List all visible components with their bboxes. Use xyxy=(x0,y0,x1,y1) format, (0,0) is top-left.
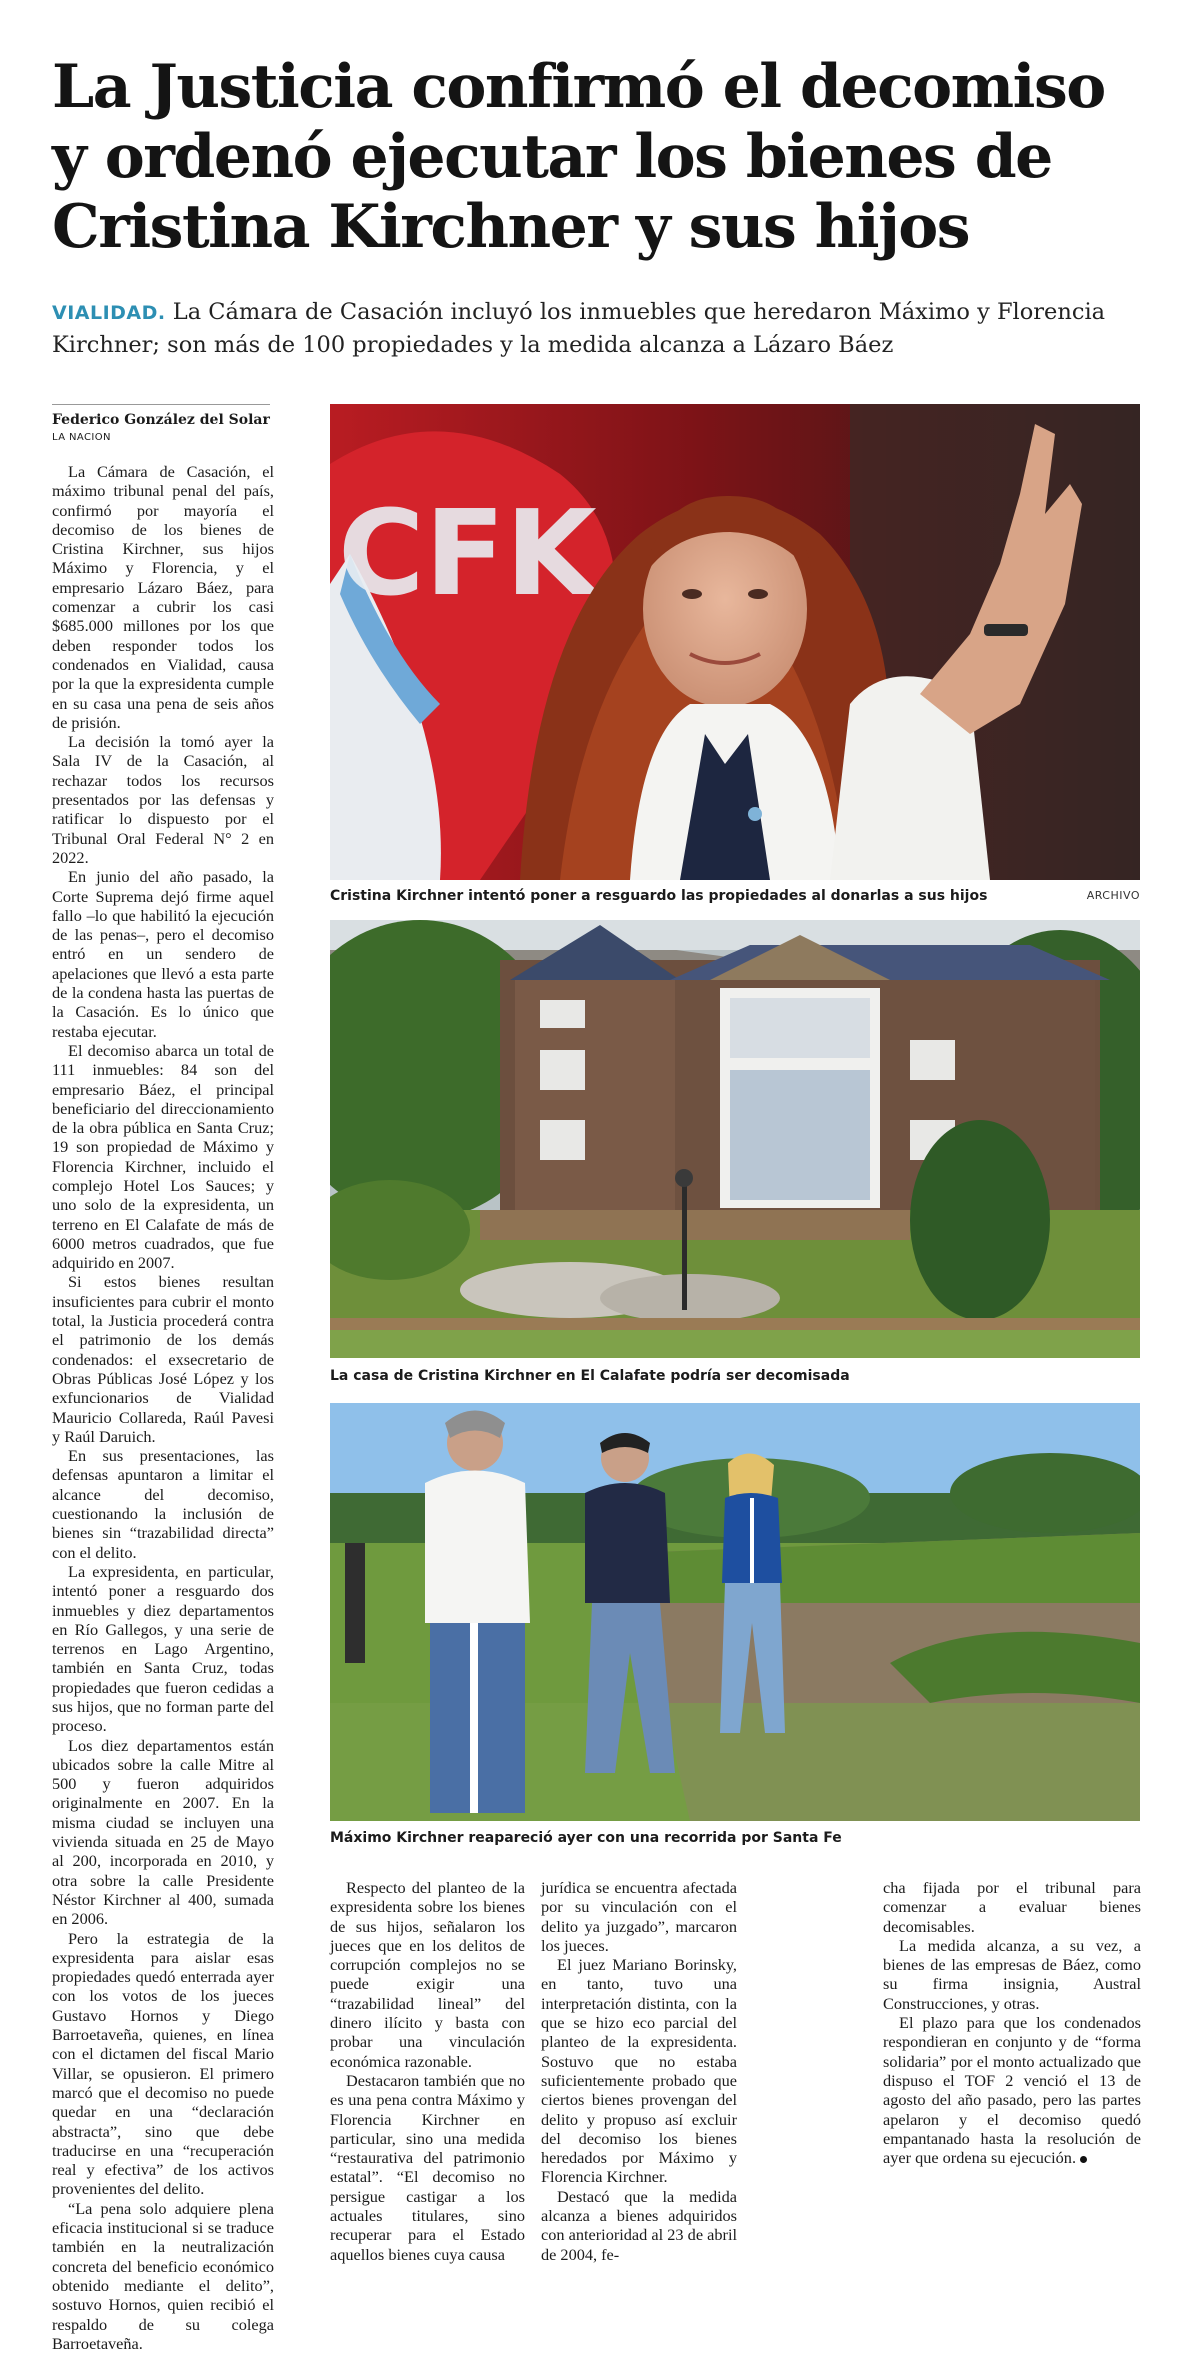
paragraph: Los diez departamentos están ubicados sobre la calle Mitre al 500 y fueron adquiridos originalmente en 2007. En la misma ciudad se incluyen una vivienda situada en 25 de Mayo al 200, incorporada en 2010, y otra sobre la calle Presidente Néstor Kirchner al 400, sumada en 2006. xyxy=(52,1735,274,1929)
photo-maximo-kirchner-santa-fe xyxy=(330,1403,1140,1821)
paragraph: En sus presentaciones, las defensas apuntaron a limitar el alcance del decomiso, cuestionando la inclusión de bienes sin “trazabilidad directa” con el delito. xyxy=(52,1446,274,1562)
paragraph-text: El plazo para que los condenados respondieran en conjunto y de “forma solidaria” por el monto actualizado que dispuso el TOF 2 venció el 13 de agosto del año pasado, pero las partes apelaron y el decomiso quedó empantanado hasta la resolución de ayer que ordena su ejecución. xyxy=(883,2013,1141,2168)
article-column-4 xyxy=(883,1878,1141,2167)
paragraph: Destacaron también que no es una pena contra Máximo y Florencia Kirchner en particular, sino una medida “restaurativa del patrimonio estatal”. “El decomiso no persigue castigar a los actuales titulares, sino recuperar para el Estado aquellos bienes cuya causa xyxy=(330,2070,525,2264)
paragraph: Respecto del planteo de la expresidenta sobre los bienes de sus hijos, señalaron los jueces que en los delitos de corrupción complejos no se puede exigir una “trazabilidad lineal” del dinero ilícito y basta con probar una vinculación económica razonable. xyxy=(330,1878,525,2071)
photo-caption: Cristina Kirchner intentó poner a resguardo las propiedades al donarlas a sus hijos xyxy=(330,888,988,904)
cfk-sign-text: CFK xyxy=(338,484,597,622)
article-column-2 xyxy=(330,1878,525,2264)
paragraph: La decisión la tomó ayer la Sala IV de la Casación, al rechazar todos los recursos presentados por las defensas y ratificar lo dispuesto por el Tribunal Oral Federal N° 2 en 2022. xyxy=(52,732,274,867)
paragraph: Si estos bienes resultan insuficientes para cubrir el monto total, la Justicia procederá contra el patrimonio de los demás condenados: el exsecretario de Obras Públicas José López y los exfuncionarios de Vialidad Mauricio Collareda, Raúl Pavesi y Raúl Daruich. xyxy=(52,1272,274,1446)
paragraph: cha fijada por el tribunal para comenzar a evaluar bienes decomisables. xyxy=(883,1878,1141,1936)
photo-caption: La casa de Cristina Kirchner en El Calafate podría ser decomisada xyxy=(330,1368,850,1384)
paragraph: jurídica se encuentra afectada por su vinculación con el delito ya juzgado”, marcaron los jueces. xyxy=(541,1878,737,1955)
article-column-3 xyxy=(541,1878,737,2264)
article-column-1 xyxy=(52,462,274,2353)
photo-caption: Máximo Kirchner reapareció ayer con una recorrida por Santa Fe xyxy=(330,1830,842,1846)
agency-label: LA NACION xyxy=(52,432,111,443)
paragraph: La Cámara de Casación, el máximo tribunal penal del país, confirmó por mayoría el decomiso de los bienes de Cristina Kirchner, sus hijos Máximo y Florencia, y el empresario Lázaro Báez, para comenzar a cubrir los casi $685.000 millones por los que deben responder todos los condenados en Vialidad, causa por la que la expresidenta cumple en su casa una pena de seis años de prisión. xyxy=(52,462,274,732)
deck xyxy=(52,296,1152,361)
paragraph: Destacó que la medida alcanza a bienes adquiridos con anterioridad al 23 de abril de 2004, fe- xyxy=(541,2186,737,2264)
deck-text: La Cámara de Casación incluyó los inmuebles que heredaron Máximo y Florencia Kirchner; son más de 100 propiedades y la medida alcanza a Lázaro Báez xyxy=(52,299,1106,358)
headline: La Justicia confirmó el decomiso y ordenó ejecutar los bienes de Cristina Kirchner y sus hijos xyxy=(52,52,1105,262)
paragraph xyxy=(883,2013,1141,2167)
photo-credit: ARCHIVO xyxy=(1086,889,1140,902)
paragraph: El juez Mariano Borinsky, en tanto, tuvo una interpretación distinta, con la que se hizo eco parcial del planteo de la expresidenta. Sostuvo que no estaba suficientemente probado que ciertos bienes provengan del delito y propuso así excluir del decomiso los bienes heredados por Máximo y Florencia Kirchner. xyxy=(541,1955,737,2187)
end-of-article-mark xyxy=(1080,2156,1087,2163)
paragraph: El decomiso abarca un total de 111 inmuebles: 84 son del empresario Báez, el principal beneficiario del direccionamiento de la obra pública en Santa Cruz; 19 son propiedad de Máximo y Florencia Kirchner, incluido el complejo Hotel Los Sauces; y uno solo de la expresidenta, un terreno en El Calafate de más de 6000 metros cuadrados, que fue adquirido en 2007. xyxy=(52,1040,274,1273)
photo-cristina-kirchner xyxy=(330,404,1140,880)
byline-rule xyxy=(52,404,270,405)
section-kicker: VIALIDAD. xyxy=(52,302,166,324)
paragraph: La medida alcanza, a su vez, a bienes de las empresas de Báez, como su firma insignia, Austral Construcciones, y otras. xyxy=(883,1935,1141,2013)
paragraph: La expresidenta, en particular, intentó poner a resguardo dos inmuebles y diez departamentos en Río Gallegos, y una serie de terrenos en Lago Argentino, también en Santa Cruz, todas propiedades que fueron cedidas a sus hijos, que no forman parte del proceso. xyxy=(52,1561,274,1736)
paragraph: Pero la estrategia de la expresidenta para aislar esas propiedades quedó enterrada ayer con los votos de los jueces Gustavo Hornos y Diego Barroetaveña, quienes, en línea con el dictamen del fiscal Mario Villar, se opusieron. El primero marcó que el decomiso no puede quedar en una “declaración abstracta”, sino que debe traducirse en una “recuperación real y efectiva” de los activos provenientes del delito. xyxy=(52,1928,274,2199)
paragraph: “La pena solo adquiere plena eficacia institucional si se traduce también en la neutralización concreta del beneficio económico obtenido mediante el delito”, sostuvo Hornos, quien recibió el respaldo de su colega Barroetaveña. xyxy=(52,2198,274,2353)
photo-house-el-calafate xyxy=(330,920,1140,1358)
byline: Federico González del Solar xyxy=(52,412,270,428)
paragraph: En junio del año pasado, la Corte Suprema dejó firme aquel fallo –lo que habilitó la ejecución de las penas–, pero el decomiso entró en un sendero de apelaciones que llevó a esta parte de la condena hasta las puertas de la Casación. Es lo único que restaba ejecutar. xyxy=(52,867,274,1041)
